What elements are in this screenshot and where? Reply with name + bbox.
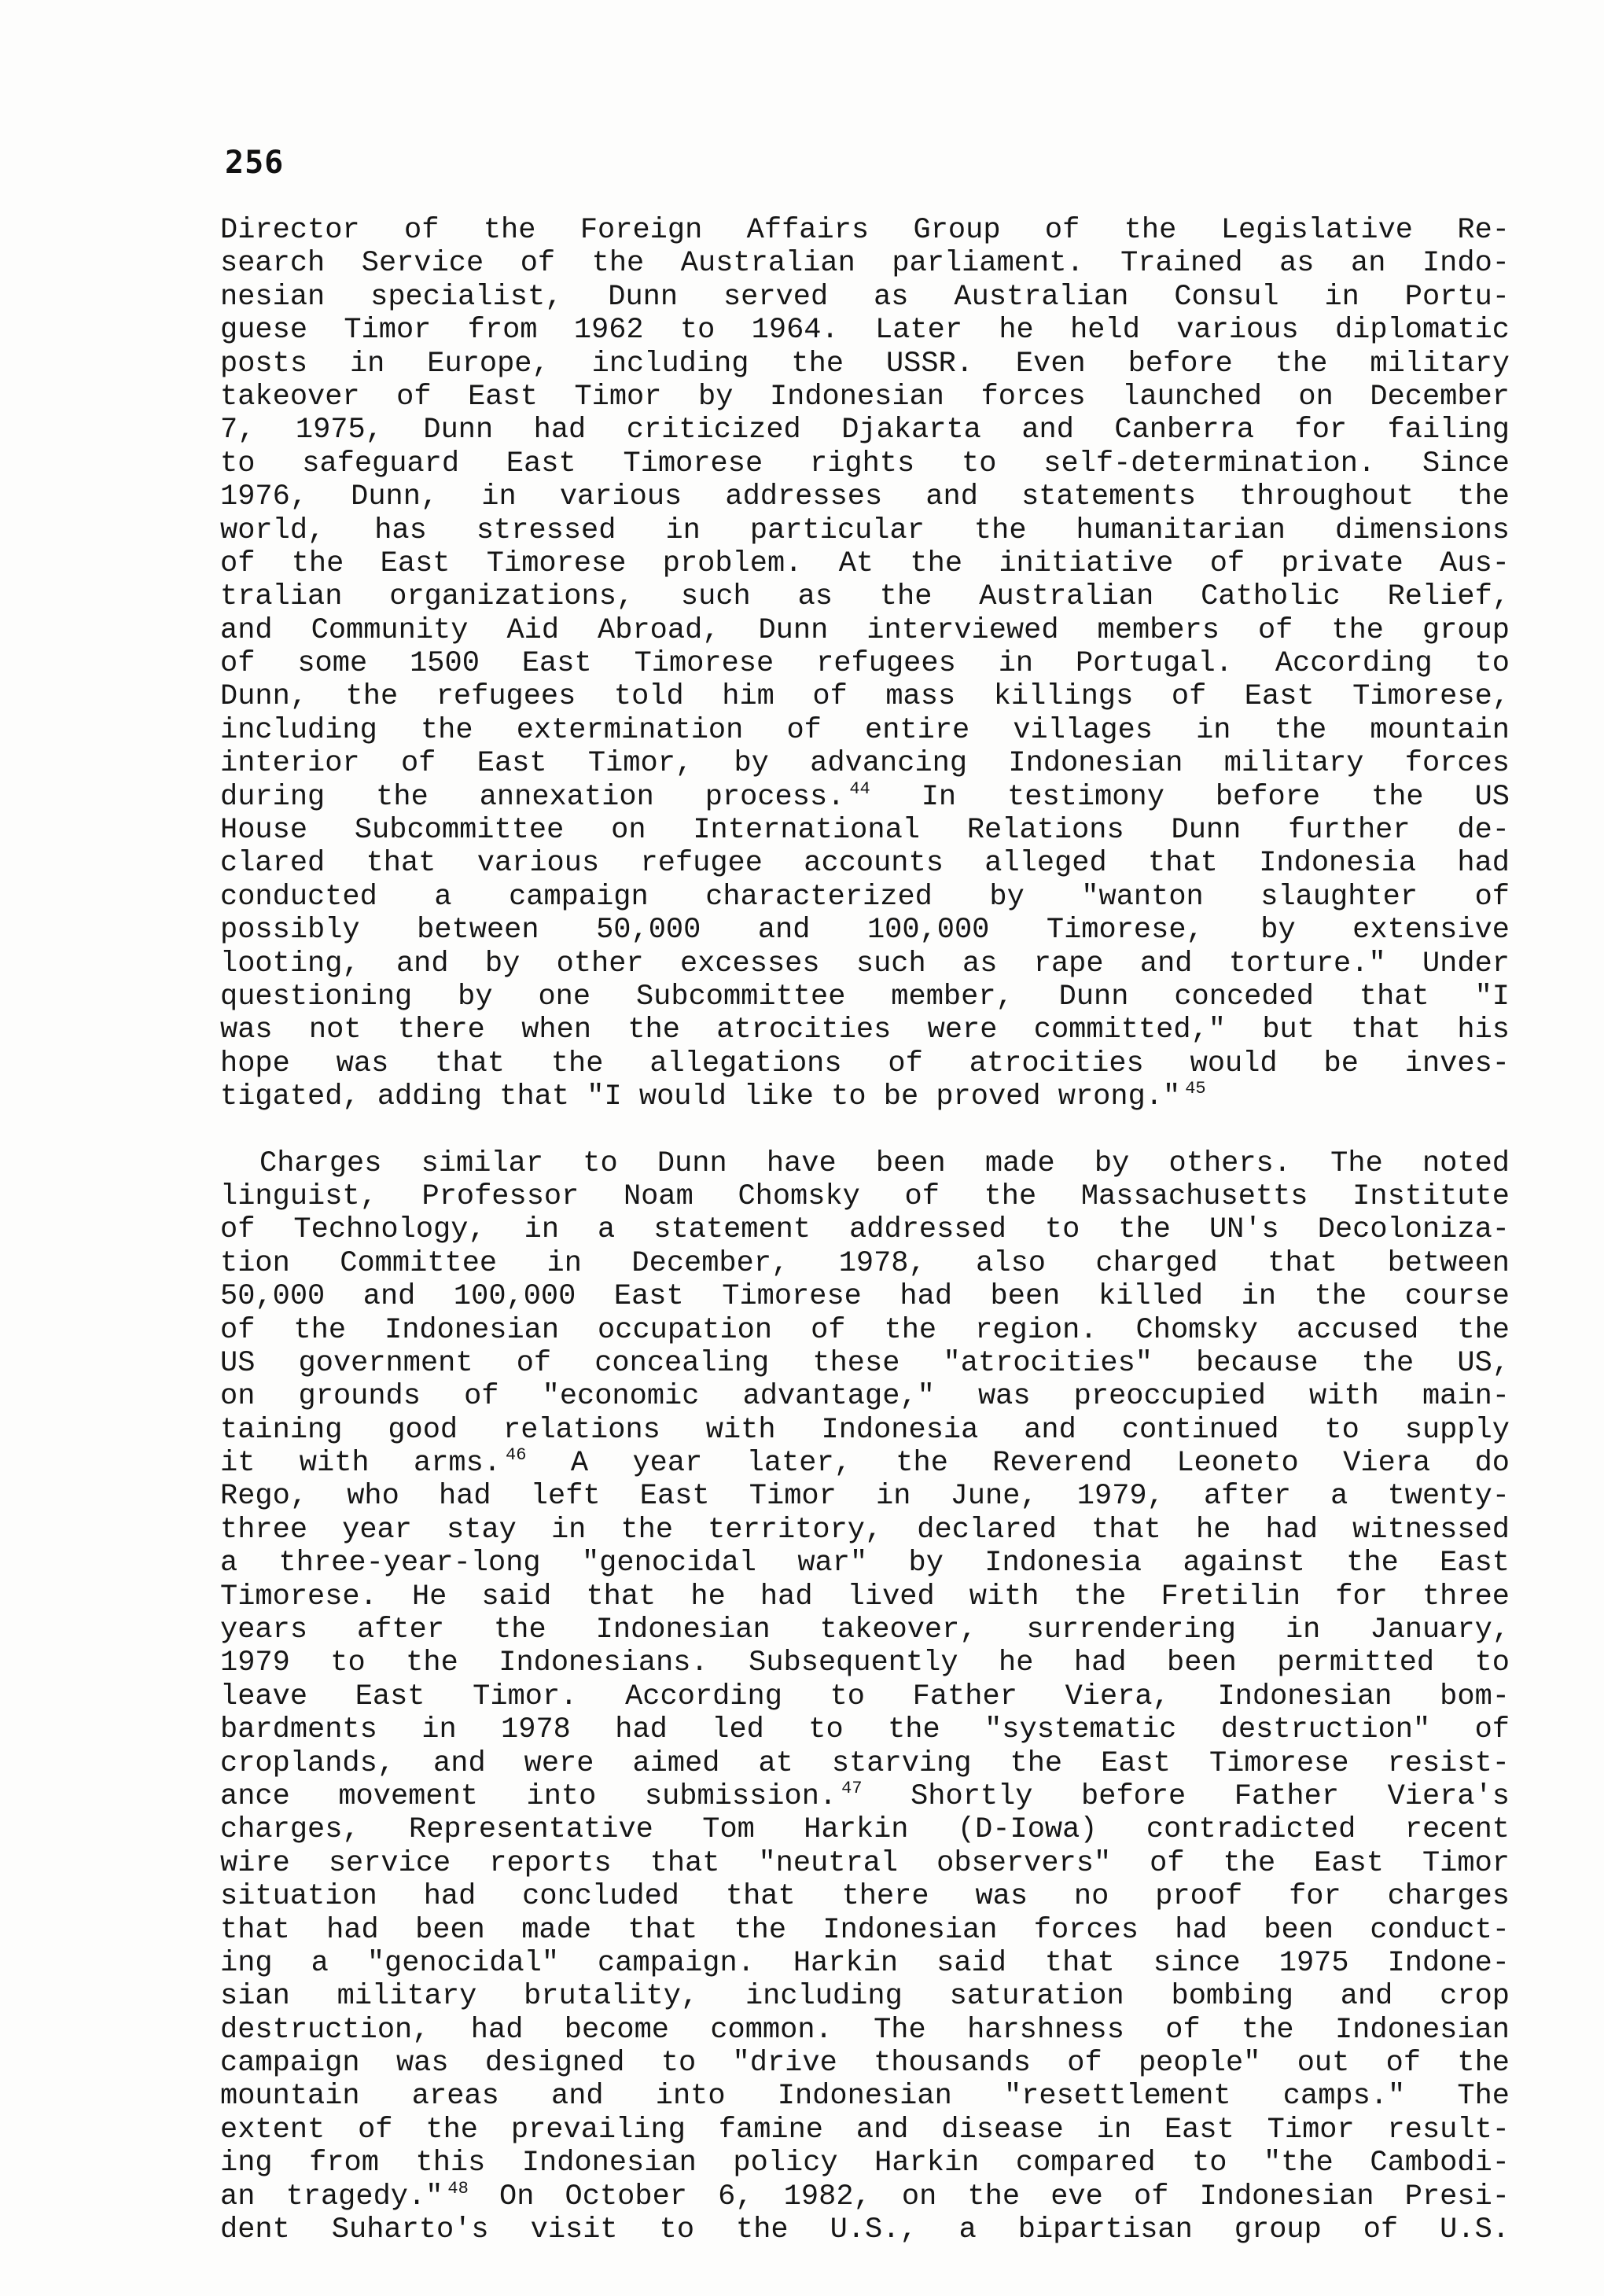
text-line: and Community Aid Abroad, Dunn interviewed members of the group <box>220 613 1510 647</box>
text-line: world, has stressed in particular the humanitarian dimensions <box>220 513 1510 547</box>
paragraph-2 <box>220 1147 1510 2247</box>
line-head: it with arms. <box>220 1447 502 1481</box>
text-line: US government of concealing these "atrocities" because the US, <box>220 1346 1510 1380</box>
paragraph-gap <box>220 1114 1510 1147</box>
body-text <box>220 214 1510 2246</box>
text-line: guese Timor from 1962 to 1964. Later he held various diplomatic <box>220 314 1510 348</box>
footnote-ref-46: 46 <box>506 1445 527 1466</box>
text-line: ing from this Indonesian policy Harkin compared to "the Cambodi- <box>220 2147 1510 2180</box>
text-line: bardments in 1978 had led to the "systematic destruction" of <box>220 1713 1510 1747</box>
text-line: of the Indonesian occupation of the region. Chomsky accused the <box>220 1313 1510 1347</box>
text-line: years after the Indonesian takeover, surrendering in January, <box>220 1613 1510 1647</box>
text-line: of Technology, in a statement addressed to the UN's Decoloniza- <box>220 1213 1510 1247</box>
text-line <box>220 778 1510 814</box>
text-line: looting, and by other excesses such as rape and torture." Under <box>220 947 1510 981</box>
line-tail: In testimony before the US <box>921 780 1510 814</box>
footnote-ref-47: 47 <box>841 1778 863 1798</box>
text-line <box>220 1447 1510 1480</box>
text-line <box>220 1780 1510 1813</box>
text-line: three year stay in the territory, declared that he had witnessed <box>220 1513 1510 1547</box>
text-line: sian military brutality, including saturation bombing and crop <box>220 1980 1510 2014</box>
text-line: Charges similar to Dunn have been made by others. The noted <box>259 1146 1510 1180</box>
text-line: ing a "genocidal" campaign. Harkin said that since 1975 Indone- <box>220 1946 1510 1980</box>
line-head: during the annexation process. <box>220 780 845 814</box>
text-line: takeover of East Timor by Indonesian forces launched on December <box>220 380 1510 414</box>
line-tail: A year later, the Reverend Leoneto Viera do <box>570 1447 1510 1481</box>
text-line: that had been made that the Indonesian forces had been conduct- <box>220 1913 1510 1947</box>
text-line: was not there when the atrocities were committed," but that his <box>220 1014 1510 1047</box>
text-line: a three-year-long "genocidal war" by Indonesia against the East <box>220 1547 1510 1580</box>
text-line: possibly between 50,000 and 100,000 Timorese, by extensive <box>220 914 1510 947</box>
text-line: Dunn, the refugees told him of mass killings of East Timorese, <box>220 680 1510 714</box>
footnote-ref-44: 44 <box>849 778 870 799</box>
text-line: charges, Representative Tom Harkin (D-Iowa) contradicted recent <box>220 1813 1510 1847</box>
line-head: an tragedy." <box>220 2180 443 2213</box>
text-line: Director of the Foreign Affairs Group of the Legislative Re- <box>220 214 1510 247</box>
text-line: tralian organizations, such as the Australian Catholic Relief, <box>220 580 1510 614</box>
text-line <box>220 2180 1510 2213</box>
footnote-ref-45: 45 <box>1185 1079 1206 1099</box>
text-line: extent of the prevailing famine and disease in East Timor result- <box>220 2113 1510 2147</box>
text-line: including the extermination of entire villages in the mountain <box>220 713 1510 747</box>
text-line: 1979 to the Indonesians. Subsequently he had been permitted to <box>220 1647 1510 1680</box>
line-tail: Shortly before Father Viera's <box>911 1779 1510 1813</box>
line-head: ance movement into submission. <box>220 1779 837 1813</box>
line-head: tigated, adding that "I would like to be proved wrong." <box>220 1080 1181 1114</box>
text-line: Timorese. He said that he had lived with the Fretilin for three <box>220 1580 1510 1613</box>
text-line: House Subcommittee on International Relations Dunn further de- <box>220 814 1510 848</box>
text-line: linguist, Professor Noam Chomsky of the Massachusetts Institute <box>220 1179 1510 1213</box>
text-line: croplands, and were aimed at starving the East Timorese resist- <box>220 1746 1510 1780</box>
text-line: 50,000 and 100,000 East Timorese had been killed in the course <box>220 1280 1510 1314</box>
text-line: conducted a campaign characterized by "wanton slaughter of <box>220 880 1510 914</box>
text-line: 1976, Dunn, in various addresses and statements throughout the <box>220 480 1510 514</box>
text-line: destruction, had become common. The harshness of the Indonesian <box>220 2013 1510 2047</box>
text-line: 7, 1975, Dunn had criticized Djakarta and Canberra for failing <box>220 414 1510 447</box>
text-line: campaign was designed to "drive thousands of people" out of the <box>220 2047 1510 2081</box>
text-line: to safeguard East Timorese rights to self-determination. Since <box>220 447 1510 480</box>
text-line: situation had concluded that there was no proof for charges <box>220 1880 1510 1914</box>
text-line: of some 1500 East Timorese refugees in Portugal. According to <box>220 647 1510 681</box>
text-line: clared that various refugee accounts alleged that Indonesia had <box>220 847 1510 881</box>
paragraph-1 <box>220 214 1510 1114</box>
text-line: wire service reports that "neutral observers" of the East Timor <box>220 1846 1510 1880</box>
text-line: tion Committee in December, 1978, also charged that between <box>220 1246 1510 1280</box>
text-line: search Service of the Australian parliament. Trained as an Indo- <box>220 247 1510 281</box>
text-line: hope was that the allegations of atrocities would be inves- <box>220 1047 1510 1080</box>
text-line <box>220 1080 1510 1113</box>
text-line: interior of East Timor, by advancing Indonesian military forces <box>220 747 1510 781</box>
text-line: Rego, who had left East Timor in June, 1979, after a twenty- <box>220 1480 1510 1514</box>
text-line: leave East Timor. According to Father Viera, Indonesian bom- <box>220 1680 1510 1713</box>
text-line: posts in Europe, including the USSR. Even before the military <box>220 347 1510 381</box>
text-line: mountain areas and into Indonesian "resettlement camps." The <box>220 2080 1510 2114</box>
footnote-ref-48: 48 <box>447 2178 469 2198</box>
text-line: on grounds of "economic advantage," was preoccupied with main- <box>220 1380 1510 1414</box>
text-line: dent Suharto's visit to the U.S., a bipartisan group of U.S. <box>220 2213 1510 2247</box>
text-line: nesian specialist, Dunn served as Australian Consul in Portu- <box>220 280 1510 314</box>
text-line: taining good relations with Indonesia and continued to supply <box>220 1413 1510 1447</box>
text-line: of the East Timorese problem. At the initiative of private Aus- <box>220 546 1510 580</box>
line-tail: On October 6, 1982, on the eve of Indonesian Presi- <box>498 2180 1510 2213</box>
page-number: 256 <box>225 145 285 181</box>
text-line: questioning by one Subcommittee member, Dunn conceded that "I <box>220 980 1510 1014</box>
